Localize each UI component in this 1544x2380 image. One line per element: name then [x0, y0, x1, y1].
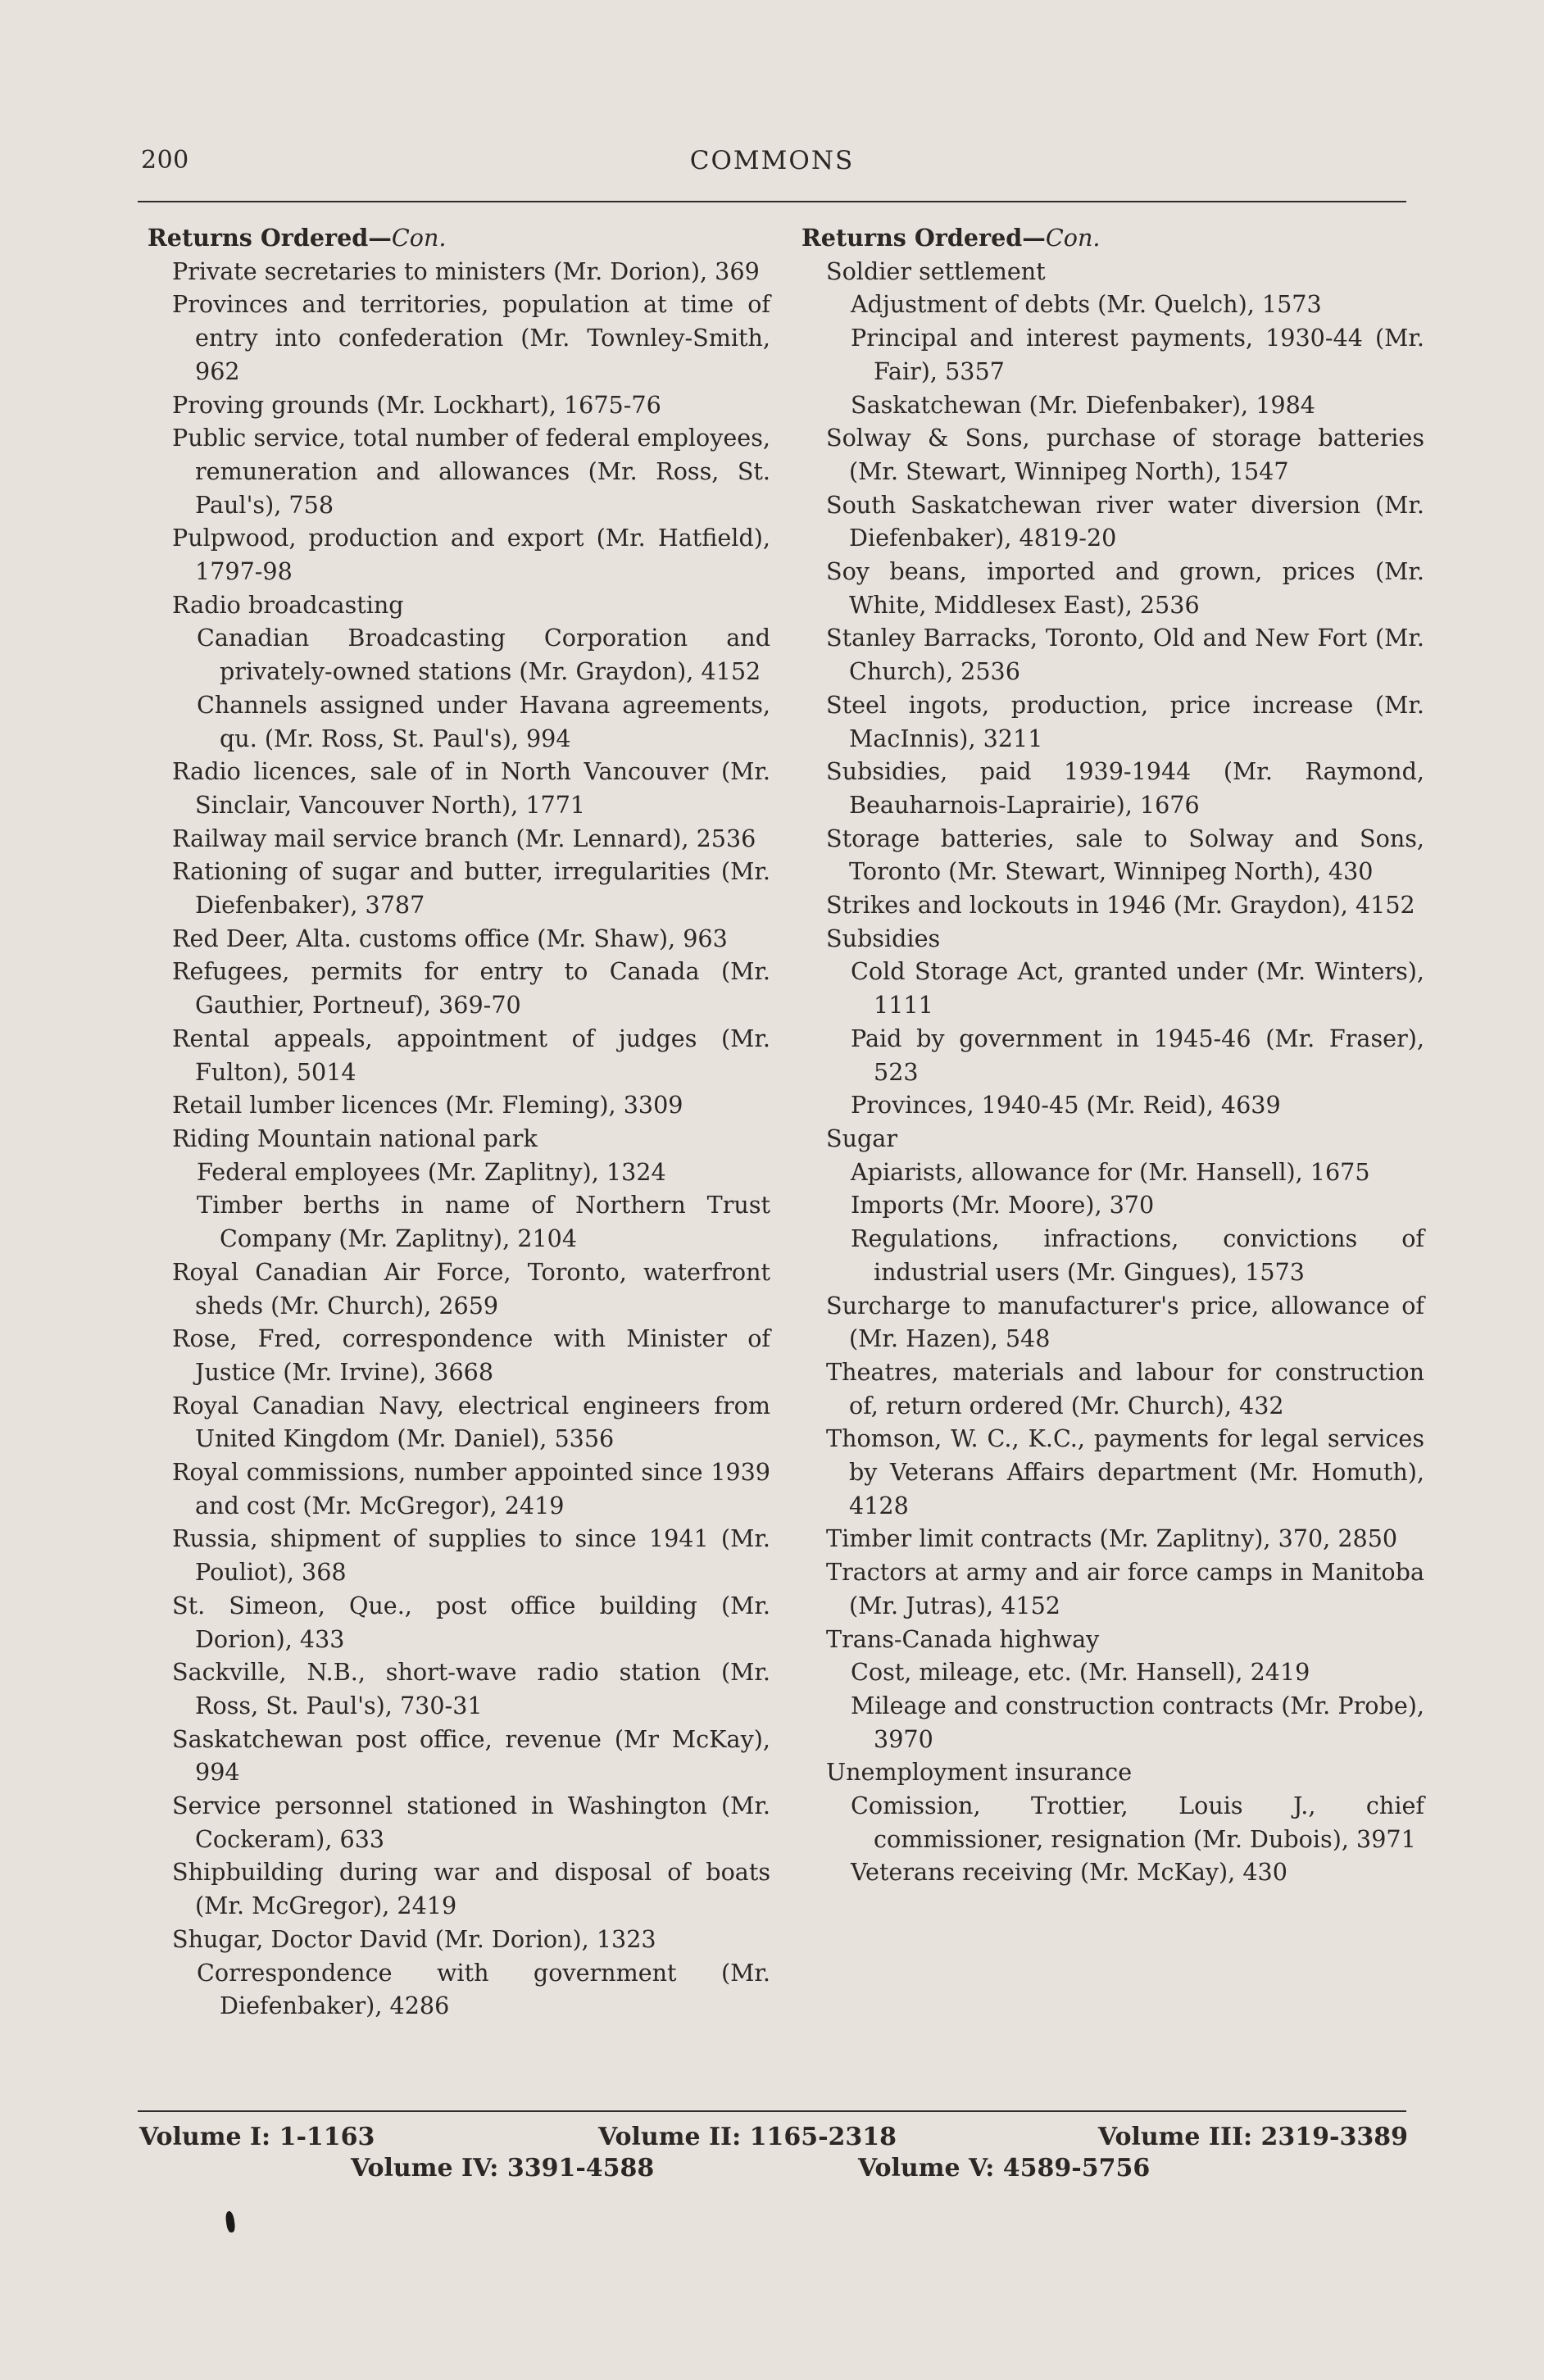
- entry-text: Provinces and territories, population at time of entry into confederation (Mr. Townley-Smith, 962: [172, 290, 770, 385]
- entry-text: Cost, mileage, etc. (Mr. Hansell), 2419: [851, 1658, 1310, 1687]
- entry-text: South Saskatchewan river water diversion (Mr. Diefenbaker), 4819-20: [826, 490, 1424, 552]
- index-subentry: [802, 1222, 1424, 1288]
- entry-text: Royal Canadian Navy, electrical engineers from United Kingdom (Mr. Daniel), 5356: [172, 1391, 770, 1453]
- index-subentry: [802, 388, 1424, 422]
- entry-text: Pulpwood, production and export (Mr. Hatfield), 1797-98: [172, 524, 770, 586]
- entry-text: Tractors at army and air force camps in Manitoba (Mr. Jutras), 4152: [826, 1558, 1424, 1619]
- index-entry: [148, 1656, 770, 1722]
- entry-text: Rationing of sugar and butter, irregularities (Mr. Diefenbaker), 3787: [172, 857, 770, 920]
- entry-text: Soy beans, imported and grown, prices (Mr. White, Middlesex East), 2536: [826, 557, 1424, 619]
- index-entry: [802, 555, 1424, 621]
- index-entry: [148, 822, 770, 856]
- entry-text: Red Deer, Alta. customs office (Mr. Shaw), 963: [172, 924, 728, 952]
- index-entry: [802, 488, 1424, 555]
- index-subentry: [802, 1188, 1424, 1222]
- index-entry: [148, 755, 770, 821]
- left-column: [148, 221, 770, 2023]
- index-subentry: [802, 1689, 1424, 1755]
- index-entry: [148, 1589, 770, 1656]
- index-entry: [148, 1322, 770, 1388]
- index-entry: [148, 521, 770, 588]
- entry-text: Provinces, 1940-45 (Mr. Reid), 4639: [851, 1091, 1281, 1120]
- entry-text: Strikes and lockouts in 1946 (Mr. Graydon), 4152: [826, 891, 1415, 920]
- index-entry: [802, 1289, 1424, 1356]
- index-subentry: [148, 1188, 770, 1255]
- entry-text: Correspondence with government (Mr. Diefenbaker), 4286: [197, 1958, 770, 2020]
- entry-text: Railway mail service branch (Mr. Lennard), 2536: [172, 824, 756, 852]
- index-entry: [148, 588, 770, 622]
- index-subentry: [802, 1022, 1424, 1088]
- section-heading: [802, 221, 1424, 255]
- entry-text: Comission, Trottier, Louis J., chief commissioner, resignation (Mr. Dubois), 3971: [851, 1792, 1424, 1853]
- index-entry: [148, 1456, 770, 1522]
- entry-text: Thomson, W. C., K.C., payments for legal services by Veterans Affairs department (Mr. Homuth), 4128: [826, 1424, 1424, 1519]
- entry-text: Retail lumber licences (Mr. Fleming), 3309: [172, 1091, 683, 1120]
- index-entry: [802, 255, 1424, 288]
- index-entry: [148, 1789, 770, 1855]
- entry-text: Theatres, materials and labour for construction of, return ordered (Mr. Church), 432: [826, 1357, 1424, 1419]
- entry-text: Sugar: [826, 1124, 898, 1152]
- entry-text: Returns Ordered—: [148, 224, 392, 252]
- entry-text: Sackville, N.B., short-wave radio station (Mr. Ross, St. Paul's), 730-31: [172, 1658, 770, 1719]
- index-entry: [148, 922, 770, 956]
- right-column: [802, 221, 1424, 1889]
- index-entry: [802, 1755, 1424, 1789]
- entry-text: Riding Mountain national park: [172, 1124, 538, 1152]
- entry-text: Shugar, Doctor David (Mr. Dorion), 1323: [172, 1924, 656, 1953]
- entry-text: Shipbuilding during war and disposal of boats (Mr. McGregor), 2419: [172, 1858, 770, 1920]
- entry-text: Storage batteries, sale to Solway and Sons, Toronto (Mr. Stewart, Winnipeg North), 430: [826, 824, 1424, 886]
- page-header: [141, 146, 1403, 184]
- volume-range: Volume II: 1165-2318: [598, 2123, 897, 2151]
- index-entry: [802, 1422, 1424, 1522]
- entry-text: Royal Canadian Air Force, Toronto, waterfront sheds (Mr. Church), 2659: [172, 1257, 770, 1319]
- entry-text: Adjustment of debts (Mr. Quelch), 1573: [851, 290, 1322, 319]
- entry-text: Rental appeals, appointment of judges (Mr. Fulton), 5014: [172, 1024, 770, 1086]
- entry-text: St. Simeon, Que., post office building (Mr. Dorion), 433: [172, 1591, 770, 1653]
- entry-text: Imports (Mr. Moore), 370: [851, 1191, 1155, 1220]
- index-entry: [148, 1389, 770, 1456]
- entry-text: Refugees, permits for entry to Canada (Mr. Gauthier, Portneuf), 369-70: [172, 957, 770, 1020]
- index-entry: [148, 255, 770, 288]
- index-entry: [148, 1088, 770, 1122]
- entry-text: Cold Storage Act, granted under (Mr. Winters), 1111: [851, 957, 1424, 1020]
- index-entry: [148, 1723, 770, 1789]
- index-subentry: [802, 321, 1424, 388]
- index-entry: [802, 755, 1424, 821]
- entry-text: Solway & Sons, purchase of storage batteries (Mr. Stewart, Winnipeg North), 1547: [826, 424, 1424, 485]
- entry-text: Surcharge to manufacturer's price, allowance of (Mr. Hazen), 548: [826, 1291, 1424, 1353]
- entry-text: Mileage and construction contracts (Mr. Probe), 3970: [851, 1691, 1424, 1753]
- entry-text: Private secretaries to ministers (Mr. Dorion), 369: [172, 257, 760, 285]
- index-entry: [802, 1356, 1424, 1422]
- index-entry: [802, 822, 1424, 888]
- page-number: 200: [141, 146, 189, 175]
- index-subentry: [802, 1855, 1424, 1889]
- entry-text: Public service, total number of federal employees, remuneration and allowances (Mr. Ross, St. Paul's), 758: [172, 424, 770, 519]
- entry-text: Royal commissions, number appointed since 1939 and cost (Mr. McGregor), 2419: [172, 1458, 770, 1519]
- entry-text: Service personnel stationed in Washington (Mr. Cockeram), 633: [172, 1792, 770, 1853]
- index-subentry: [802, 955, 1424, 1021]
- entry-text: Returns Ordered—: [802, 224, 1046, 252]
- entry-text: Subsidies: [826, 924, 941, 952]
- index-entry: [148, 1256, 770, 1322]
- index-subentry: [148, 688, 770, 755]
- entry-text: Regulations, infractions, convictions of industrial users (Mr. Gingues), 1573: [851, 1224, 1424, 1286]
- index-entry: [148, 1923, 770, 1956]
- entry-text: Subsidies, paid 1939-1944 (Mr. Raymond, Beauharnois-Laprairie), 1676: [826, 757, 1424, 819]
- entry-text: Steel ingots, production, price increase (Mr. MacInnis), 3211: [826, 690, 1424, 752]
- index-subentry: [148, 1156, 770, 1189]
- index-entry: [148, 388, 770, 422]
- index-entry: [802, 888, 1424, 922]
- index-entry: [802, 688, 1424, 755]
- entry-text: Rose, Fred, correspondence with Minister of Justice (Mr. Irvine), 3668: [172, 1324, 770, 1386]
- index-entry: [802, 1122, 1424, 1156]
- index-entry: [802, 922, 1424, 956]
- entry-text: Paid by government in 1945-46 (Mr. Fraser), 523: [851, 1024, 1424, 1086]
- index-entry: [148, 955, 770, 1021]
- volume-range: Volume V: 4589-5756: [858, 2154, 1151, 2182]
- index-subentry: [802, 1088, 1424, 1122]
- continued-marker: Con.: [1045, 224, 1101, 252]
- section-heading: [148, 221, 770, 255]
- entry-text: Russia, shipment of supplies to since 1941 (Mr. Pouliot), 368: [172, 1524, 770, 1587]
- entry-text: Veterans receiving (Mr. McKay), 430: [851, 1858, 1287, 1887]
- index-entry: [802, 1556, 1424, 1622]
- entry-text: Federal employees (Mr. Zaplitny), 1324: [197, 1157, 666, 1186]
- entry-text: Apiarists, allowance for (Mr. Hansell), 1675: [851, 1157, 1370, 1186]
- index-entry: [802, 621, 1424, 688]
- entry-text: Saskatchewan (Mr. Diefenbaker), 1984: [851, 390, 1315, 419]
- entry-text: Radio licences, sale of in North Vancouver (Mr. Sinclair, Vancouver North), 1771: [172, 757, 770, 819]
- index-entry: [148, 1022, 770, 1088]
- running-head: COMMONS: [689, 146, 855, 175]
- entry-text: Radio broadcasting: [172, 590, 404, 619]
- index-entry: [148, 1522, 770, 1588]
- entry-text: Stanley Barracks, Toronto, Old and New Fort (Mr. Church), 2536: [826, 624, 1424, 686]
- volume-range: Volume III: 2319-3389: [1097, 2123, 1408, 2151]
- entry-text: Canadian Broadcasting Corporation and privately-owned stations (Mr. Graydon), 4152: [197, 624, 770, 686]
- index-subentry: [802, 1789, 1424, 1855]
- index-subentry: [802, 1156, 1424, 1189]
- ink-mark: [225, 2210, 236, 2232]
- index-entry: [148, 855, 770, 921]
- entry-text: Trans-Canada highway: [826, 1624, 1100, 1653]
- entry-text: Timber berths in name of Northern Trust Company (Mr. Zaplitny), 2104: [197, 1191, 770, 1253]
- index-entry: [802, 421, 1424, 488]
- header-rule: [138, 201, 1406, 202]
- volume-range: Volume I: 1-1163: [139, 2123, 375, 2151]
- volume-key: [139, 2123, 1408, 2196]
- index-entry: [148, 421, 770, 521]
- volume-range: Volume IV: 3391-4588: [351, 2154, 655, 2182]
- index-subentry: [148, 621, 770, 688]
- continued-marker: Con.: [391, 224, 447, 252]
- index-entry: [148, 1122, 770, 1156]
- entry-text: Principal and interest payments, 1930-44 (Mr. Fair), 5357: [851, 324, 1424, 385]
- index-entry: [148, 288, 770, 388]
- index-entry: [802, 1623, 1424, 1656]
- index-entry: [802, 1522, 1424, 1556]
- entry-text: Channels assigned under Havana agreements, qu. (Mr. Ross, St. Paul's), 994: [197, 690, 770, 752]
- entry-text: Proving grounds (Mr. Lockhart), 1675-76: [172, 390, 661, 419]
- entry-text: Unemployment insurance: [826, 1758, 1133, 1787]
- footer-rule: [138, 2110, 1406, 2112]
- entry-text: Soldier settlement: [826, 257, 1046, 285]
- index-subentry: [802, 288, 1424, 321]
- entry-text: Saskatchewan post office, revenue (Mr McKay), 994: [172, 1724, 770, 1787]
- index-entry: [148, 1855, 770, 1922]
- index-subentry: [802, 1656, 1424, 1689]
- entry-text: Timber limit contracts (Mr. Zaplitny), 370, 2850: [826, 1524, 1398, 1553]
- index-subentry: [148, 1956, 770, 2023]
